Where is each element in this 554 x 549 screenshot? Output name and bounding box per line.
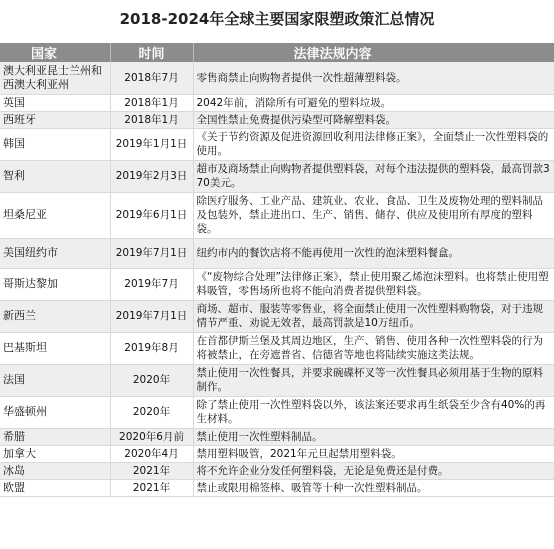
content-cell: 除医疗服务、工业产品、建筑业、农业、食品、卫生及废物处理的塑料制品及包装外，禁止进出口、生产、销售、储存、供应及使用所有厚度的塑料袋。 [193,192,554,238]
table-header-row [0,43,554,62]
table-row [0,62,554,94]
time-cell: 2019年7月1日 [110,300,193,332]
content-cell: 在首都伊斯兰堡及其周边地区，生产、销售、使用各种一次性塑料袋的行为将被禁止，在旁遮普省、信德省等地也将陆续实施这类法规。 [193,332,554,364]
time-cell: 2021年 [110,462,193,479]
country-cell: 欧盟 [0,479,110,496]
table-row [0,462,554,479]
country-cell: 加拿大 [0,445,110,462]
table-row [0,111,554,128]
country-cell: 冰岛 [0,462,110,479]
time-cell: 2019年7月1日 [110,238,193,268]
table-row [0,268,554,300]
content-cell: 2042年前，消除所有可避免的塑料垃圾。 [193,94,554,111]
country-cell: 新西兰 [0,300,110,332]
country-cell: 智利 [0,160,110,192]
time-cell: 2019年8月 [110,332,193,364]
country-cell: 巴基斯坦 [0,332,110,364]
table-row [0,479,554,496]
column-header-country: 国家 [0,43,110,62]
content-cell: 《“废物综合处理”法律修正案》，禁止使用聚乙烯泡沫塑料。也将禁止使用塑料吸管，零售场所也将不能向消费者提供塑料袋。 [193,268,554,300]
time-cell: 2020年6月前 [110,428,193,445]
time-cell: 2020年 [110,364,193,396]
time-cell: 2020年4月 [110,445,193,462]
country-cell: 西班牙 [0,111,110,128]
time-cell: 2019年6月1日 [110,192,193,238]
content-cell: 《关于节约资源及促进资源回收利用法律修正案》，全面禁止一次性塑料袋的使用。 [193,128,554,160]
content-cell: 将不允许企业分发任何塑料袋，无论是免费还是付费。 [193,462,554,479]
country-cell: 哥斯达黎加 [0,268,110,300]
country-cell: 韩国 [0,128,110,160]
content-cell: 零售商禁止向购物者提供一次性超薄塑料袋。 [193,62,554,94]
table-row [0,160,554,192]
page-title: 2018-2024年全球主要国家限塑政策汇总情况 [119,10,435,28]
table-row [0,94,554,111]
content-cell: 禁止使用一次性餐具，并要求碗碟杯叉等一次性餐具必须用基于生物的原料制作。 [193,364,554,396]
table-row [0,396,554,428]
country-cell: 美国纽约市 [0,238,110,268]
content-cell: 商场、超市、服装等零售业，将全面禁止使用一次性塑料购物袋，对于违规情节严重、劝说无效者，最高罚款是10万纽币。 [193,300,554,332]
table-row [0,364,554,396]
table-row [0,428,554,445]
country-cell: 英国 [0,94,110,111]
country-cell: 澳大利亚昆士兰州和西澳大利亚州 [0,62,110,94]
content-cell: 禁用塑料吸管，2021年元旦起禁用塑料袋。 [193,445,554,462]
country-cell: 华盛顿州 [0,396,110,428]
country-cell: 坦桑尼亚 [0,192,110,238]
time-cell: 2018年1月 [110,94,193,111]
content-cell: 超市及商场禁止向购物者提供塑料袋，对每个违法提供的塑料袋，最高罚款370美元。 [193,160,554,192]
content-cell: 禁止使用一次性塑料制品。 [193,428,554,445]
country-cell: 法国 [0,364,110,396]
time-cell: 2019年7月 [110,268,193,300]
time-cell: 2020年 [110,396,193,428]
time-cell: 2019年1月1日 [110,128,193,160]
time-cell: 2019年2月3日 [110,160,193,192]
content-cell: 全国性禁止免费提供污染型可降解塑料袋。 [193,111,554,128]
time-cell: 2018年1月 [110,111,193,128]
content-cell: 禁止或限用棉签棒、吸管等十种一次性塑料制品。 [193,479,554,496]
table-row [0,332,554,364]
content-cell: 除了禁止使用一次性塑料袋以外，该法案还要求再生纸袋至少含有40%的再生材料。 [193,396,554,428]
table-row [0,445,554,462]
table-row [0,238,554,268]
policy-table [0,43,554,497]
table-row [0,300,554,332]
table-row [0,192,554,238]
country-cell: 希腊 [0,428,110,445]
content-cell: 纽约市内的餐饮店将不能再使用一次性的泡沫塑料餐盒。 [193,238,554,268]
time-cell: 2021年 [110,479,193,496]
column-header-content: 法律法规内容 [193,43,554,62]
table-row [0,128,554,160]
time-cell: 2018年7月 [110,62,193,94]
column-header-time: 时间 [110,43,193,62]
